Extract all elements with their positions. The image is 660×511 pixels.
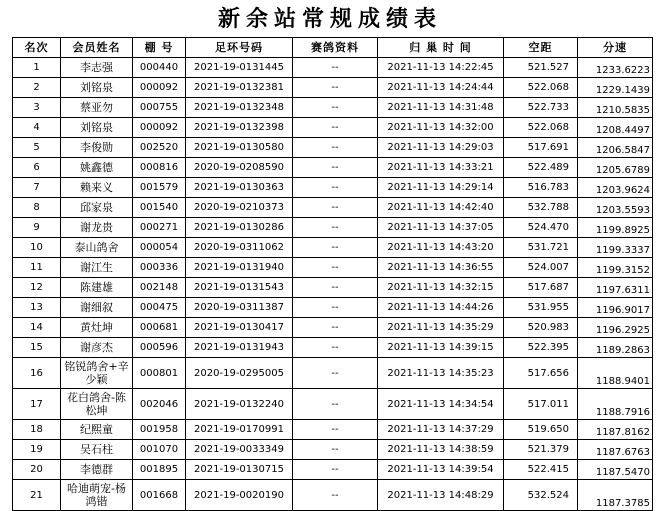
results-table bbox=[12, 37, 653, 511]
loft-number-cell: 000596 bbox=[133, 338, 186, 358]
table-row bbox=[13, 420, 653, 440]
pigeon-info-cell: -- bbox=[293, 238, 378, 258]
table-row bbox=[13, 158, 653, 178]
column-header-ring-number: 足环号码 bbox=[186, 38, 293, 58]
ring-number-cell: 2021-19-0132348 bbox=[186, 98, 293, 118]
loft-number-cell: 000271 bbox=[133, 218, 186, 238]
rank-cell: 11 bbox=[13, 258, 61, 278]
arrival-time-cell: 2021-11-13 14:35:29 bbox=[378, 318, 504, 338]
distance-cell: 522.733 bbox=[504, 98, 578, 118]
table-row bbox=[13, 118, 653, 138]
speed-cell: 1188.7916 bbox=[578, 389, 653, 420]
arrival-time-cell: 2021-11-13 14:43:20 bbox=[378, 238, 504, 258]
pigeon-info-cell: -- bbox=[293, 78, 378, 98]
rank-cell: 9 bbox=[13, 218, 61, 238]
loft-number-cell: 000092 bbox=[133, 118, 186, 138]
pigeon-info-cell: -- bbox=[293, 218, 378, 238]
speed-cell: 1196.9017 bbox=[578, 298, 653, 318]
distance-cell: 516.783 bbox=[504, 178, 578, 198]
speed-cell: 1203.9624 bbox=[578, 178, 653, 198]
ring-number-cell: 2021-19-0033349 bbox=[186, 440, 293, 460]
pigeon-info-cell: -- bbox=[293, 158, 378, 178]
rank-cell: 6 bbox=[13, 158, 61, 178]
rank-cell: 18 bbox=[13, 420, 61, 440]
column-header-loft-number: 棚 号 bbox=[133, 38, 186, 58]
rank-cell: 16 bbox=[13, 358, 61, 389]
loft-number-cell: 000801 bbox=[133, 358, 186, 389]
distance-cell: 531.721 bbox=[504, 238, 578, 258]
arrival-time-cell: 2021-11-13 14:39:54 bbox=[378, 460, 504, 480]
ring-number-cell: 2021-19-0132240 bbox=[186, 389, 293, 420]
ring-number-cell: 2020-19-0210373 bbox=[186, 198, 293, 218]
arrival-time-cell: 2021-11-13 14:42:40 bbox=[378, 198, 504, 218]
arrival-time-cell: 2021-11-13 14:44:26 bbox=[378, 298, 504, 318]
loft-number-cell: 000440 bbox=[133, 58, 186, 78]
pigeon-info-cell: -- bbox=[293, 258, 378, 278]
distance-cell: 522.489 bbox=[504, 158, 578, 178]
member-name-cell: 吴石柱 bbox=[61, 440, 133, 460]
loft-number-cell: 000054 bbox=[133, 238, 186, 258]
ring-number-cell: 2021-19-0131940 bbox=[186, 258, 293, 278]
pigeon-info-cell: -- bbox=[293, 98, 378, 118]
speed-cell: 1199.8925 bbox=[578, 218, 653, 238]
speed-cell: 1199.3152 bbox=[578, 258, 653, 278]
member-name-cell: 纪熙童 bbox=[61, 420, 133, 440]
member-name-cell: 铭锐鸽舍+辛少颖 bbox=[61, 358, 133, 389]
pigeon-info-cell: -- bbox=[293, 298, 378, 318]
speed-cell: 1206.5847 bbox=[578, 138, 653, 158]
column-header-speed: 分速 bbox=[578, 38, 653, 58]
speed-cell: 1199.3337 bbox=[578, 238, 653, 258]
distance-cell: 532.524 bbox=[504, 480, 578, 511]
speed-cell: 1197.6311 bbox=[578, 278, 653, 298]
column-header-rank: 名次 bbox=[13, 38, 61, 58]
member-name-cell: 泰山鸽舍 bbox=[61, 238, 133, 258]
distance-cell: 522.415 bbox=[504, 460, 578, 480]
member-name-cell: 邱家泉 bbox=[61, 198, 133, 218]
distance-cell: 524.007 bbox=[504, 258, 578, 278]
ring-number-cell: 2021-19-0130286 bbox=[186, 218, 293, 238]
table-row bbox=[13, 218, 653, 238]
table-row bbox=[13, 338, 653, 358]
distance-cell: 517.687 bbox=[504, 278, 578, 298]
table-header-row bbox=[13, 38, 653, 58]
arrival-time-cell: 2021-11-13 14:32:15 bbox=[378, 278, 504, 298]
speed-cell: 1187.3785 bbox=[578, 480, 653, 511]
loft-number-cell: 001579 bbox=[133, 178, 186, 198]
rank-cell: 5 bbox=[13, 138, 61, 158]
speed-cell: 1187.8162 bbox=[578, 420, 653, 440]
arrival-time-cell: 2021-11-13 14:38:59 bbox=[378, 440, 504, 460]
rank-cell: 13 bbox=[13, 298, 61, 318]
rank-cell: 3 bbox=[13, 98, 61, 118]
loft-number-cell: 001668 bbox=[133, 480, 186, 511]
rank-cell: 4 bbox=[13, 118, 61, 138]
pigeon-info-cell: -- bbox=[293, 138, 378, 158]
table-row bbox=[13, 178, 653, 198]
table-row bbox=[13, 358, 653, 389]
table-row bbox=[13, 440, 653, 460]
member-name-cell: 花白鸽舍-陈松坤 bbox=[61, 389, 133, 420]
speed-cell: 1210.5835 bbox=[578, 98, 653, 118]
speed-cell: 1205.6789 bbox=[578, 158, 653, 178]
loft-number-cell: 000755 bbox=[133, 98, 186, 118]
table-row bbox=[13, 480, 653, 511]
arrival-time-cell: 2021-11-13 14:39:15 bbox=[378, 338, 504, 358]
loft-number-cell: 002148 bbox=[133, 278, 186, 298]
table-row bbox=[13, 389, 653, 420]
table-row bbox=[13, 138, 653, 158]
member-name-cell: 谢彦杰 bbox=[61, 338, 133, 358]
rank-cell: 1 bbox=[13, 58, 61, 78]
pigeon-info-cell: -- bbox=[293, 318, 378, 338]
rank-cell: 12 bbox=[13, 278, 61, 298]
column-header-arrival-time: 归 巢 时 间 bbox=[378, 38, 504, 58]
rank-cell: 10 bbox=[13, 238, 61, 258]
pigeon-info-cell: -- bbox=[293, 178, 378, 198]
loft-number-cell: 002520 bbox=[133, 138, 186, 158]
table-row bbox=[13, 78, 653, 98]
member-name-cell: 李志强 bbox=[61, 58, 133, 78]
loft-number-cell: 000336 bbox=[133, 258, 186, 278]
rank-cell: 7 bbox=[13, 178, 61, 198]
pigeon-info-cell: -- bbox=[293, 118, 378, 138]
ring-number-cell: 2021-19-0020190 bbox=[186, 480, 293, 511]
rank-cell: 20 bbox=[13, 460, 61, 480]
pigeon-info-cell: -- bbox=[293, 338, 378, 358]
rank-cell: 17 bbox=[13, 389, 61, 420]
distance-cell: 522.395 bbox=[504, 338, 578, 358]
pigeon-info-cell: -- bbox=[293, 420, 378, 440]
distance-cell: 517.691 bbox=[504, 138, 578, 158]
ring-number-cell: 2020-19-0311387 bbox=[186, 298, 293, 318]
member-name-cell: 赖来义 bbox=[61, 178, 133, 198]
pigeon-info-cell: -- bbox=[293, 278, 378, 298]
speed-cell: 1187.6763 bbox=[578, 440, 653, 460]
arrival-time-cell: 2021-11-13 14:48:29 bbox=[378, 480, 504, 511]
speed-cell: 1188.9401 bbox=[578, 358, 653, 389]
pigeon-info-cell: -- bbox=[293, 389, 378, 420]
speed-cell: 1233.6223 bbox=[578, 58, 653, 78]
ring-number-cell: 2020-19-0208590 bbox=[186, 158, 293, 178]
rank-cell: 8 bbox=[13, 198, 61, 218]
distance-cell: 517.656 bbox=[504, 358, 578, 389]
rank-cell: 19 bbox=[13, 440, 61, 460]
rank-cell: 21 bbox=[13, 480, 61, 511]
arrival-time-cell: 2021-11-13 14:34:54 bbox=[378, 389, 504, 420]
arrival-time-cell: 2021-11-13 14:31:48 bbox=[378, 98, 504, 118]
speed-cell: 1187.5470 bbox=[578, 460, 653, 480]
member-name-cell: 哈迪萌宠-杨鸿锴 bbox=[61, 480, 133, 511]
arrival-time-cell: 2021-11-13 14:29:14 bbox=[378, 178, 504, 198]
distance-cell: 524.470 bbox=[504, 218, 578, 238]
loft-number-cell: 002046 bbox=[133, 389, 186, 420]
ring-number-cell: 2021-19-0131543 bbox=[186, 278, 293, 298]
column-header-pigeon-info: 赛鸽资料 bbox=[293, 38, 378, 58]
pigeon-info-cell: -- bbox=[293, 198, 378, 218]
table-row bbox=[13, 258, 653, 278]
ring-number-cell: 2021-19-0132381 bbox=[186, 78, 293, 98]
table-row bbox=[13, 298, 653, 318]
speed-cell: 1208.4497 bbox=[578, 118, 653, 138]
arrival-time-cell: 2021-11-13 14:32:00 bbox=[378, 118, 504, 138]
member-name-cell: 李德群 bbox=[61, 460, 133, 480]
arrival-time-cell: 2021-11-13 14:35:23 bbox=[378, 358, 504, 389]
loft-number-cell: 000092 bbox=[133, 78, 186, 98]
table-row bbox=[13, 98, 653, 118]
page-title: 新余站常规成绩表 bbox=[217, 6, 442, 32]
table-row bbox=[13, 58, 653, 78]
rank-cell: 15 bbox=[13, 338, 61, 358]
member-name-cell: 陈建雄 bbox=[61, 278, 133, 298]
column-header-member-name: 会员姓名 bbox=[61, 38, 133, 58]
member-name-cell: 黄灶坤 bbox=[61, 318, 133, 338]
distance-cell: 532.788 bbox=[504, 198, 578, 218]
ring-number-cell: 2020-19-0295005 bbox=[186, 358, 293, 389]
table-row bbox=[13, 238, 653, 258]
pigeon-info-cell: -- bbox=[293, 440, 378, 460]
distance-cell: 520.983 bbox=[504, 318, 578, 338]
member-name-cell: 谢龙贵 bbox=[61, 218, 133, 238]
ring-number-cell: 2021-19-0130417 bbox=[186, 318, 293, 338]
table-row bbox=[13, 460, 653, 480]
arrival-time-cell: 2021-11-13 14:33:21 bbox=[378, 158, 504, 178]
ring-number-cell: 2021-19-0131445 bbox=[186, 58, 293, 78]
distance-cell: 522.068 bbox=[504, 118, 578, 138]
loft-number-cell: 001070 bbox=[133, 440, 186, 460]
pigeon-info-cell: -- bbox=[293, 460, 378, 480]
loft-number-cell: 001540 bbox=[133, 198, 186, 218]
distance-cell: 519.650 bbox=[504, 420, 578, 440]
ring-number-cell: 2021-19-0130580 bbox=[186, 138, 293, 158]
member-name-cell: 姚鑫德 bbox=[61, 158, 133, 178]
loft-number-cell: 001958 bbox=[133, 420, 186, 440]
table-row bbox=[13, 278, 653, 298]
arrival-time-cell: 2021-11-13 14:37:29 bbox=[378, 420, 504, 440]
member-name-cell: 蔡亚勿 bbox=[61, 98, 133, 118]
ring-number-cell: 2021-19-0131943 bbox=[186, 338, 293, 358]
arrival-time-cell: 2021-11-13 14:22:45 bbox=[378, 58, 504, 78]
loft-number-cell: 000475 bbox=[133, 298, 186, 318]
member-name-cell: 刘铭泉 bbox=[61, 78, 133, 98]
member-name-cell: 谢细叙 bbox=[61, 298, 133, 318]
distance-cell: 521.379 bbox=[504, 440, 578, 460]
loft-number-cell: 000816 bbox=[133, 158, 186, 178]
pigeon-info-cell: -- bbox=[293, 58, 378, 78]
loft-number-cell: 000681 bbox=[133, 318, 186, 338]
speed-cell: 1189.2863 bbox=[578, 338, 653, 358]
arrival-time-cell: 2021-11-13 14:37:05 bbox=[378, 218, 504, 238]
table-row bbox=[13, 198, 653, 218]
distance-cell: 531.955 bbox=[504, 298, 578, 318]
pigeon-info-cell: -- bbox=[293, 358, 378, 389]
rank-cell: 2 bbox=[13, 78, 61, 98]
member-name-cell: 谢江生 bbox=[61, 258, 133, 278]
member-name-cell: 李俊勋 bbox=[61, 138, 133, 158]
table-row bbox=[13, 318, 653, 338]
ring-number-cell: 2020-19-0311062 bbox=[186, 238, 293, 258]
distance-cell: 517.011 bbox=[504, 389, 578, 420]
pigeon-info-cell: -- bbox=[293, 480, 378, 511]
arrival-time-cell: 2021-11-13 14:29:03 bbox=[378, 138, 504, 158]
arrival-time-cell: 2021-11-13 14:36:55 bbox=[378, 258, 504, 278]
distance-cell: 522.068 bbox=[504, 78, 578, 98]
member-name-cell: 刘铭泉 bbox=[61, 118, 133, 138]
table-body bbox=[13, 58, 653, 511]
speed-cell: 1229.1439 bbox=[578, 78, 653, 98]
ring-number-cell: 2021-19-0130715 bbox=[186, 460, 293, 480]
column-header-distance: 空距 bbox=[504, 38, 578, 58]
ring-number-cell: 2021-19-0132398 bbox=[186, 118, 293, 138]
speed-cell: 1196.2925 bbox=[578, 318, 653, 338]
loft-number-cell: 001895 bbox=[133, 460, 186, 480]
ring-number-cell: 2021-19-0170991 bbox=[186, 420, 293, 440]
speed-cell: 1203.5593 bbox=[578, 198, 653, 218]
rank-cell: 14 bbox=[13, 318, 61, 338]
ring-number-cell: 2021-19-0130363 bbox=[186, 178, 293, 198]
distance-cell: 521.527 bbox=[504, 58, 578, 78]
arrival-time-cell: 2021-11-13 14:24:44 bbox=[378, 78, 504, 98]
